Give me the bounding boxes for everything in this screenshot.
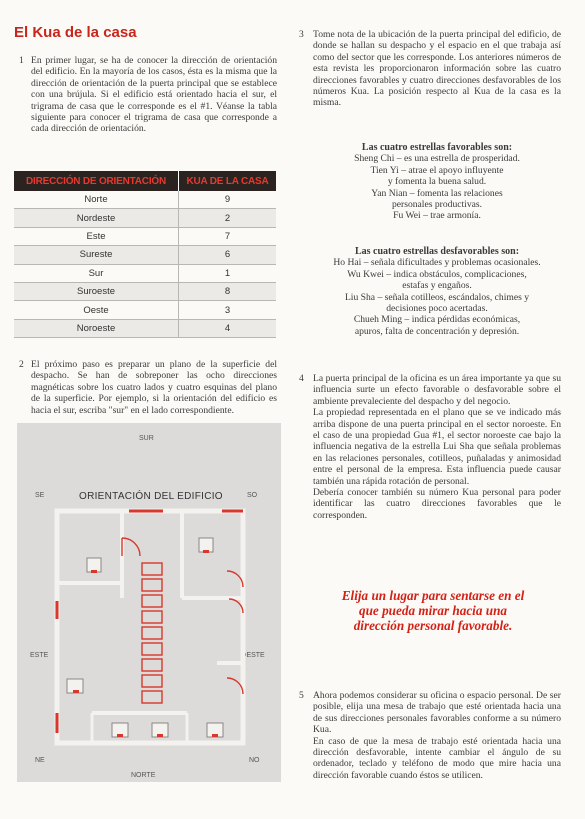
kua-cell: 6 [179, 246, 277, 264]
table-header-kua: KUA DE LA CASA [179, 171, 277, 191]
table-row [14, 227, 276, 245]
direction-cell: Oeste [14, 301, 179, 319]
table-row [14, 301, 276, 319]
favorable-line: Yan Nian – fomenta las relaciones [371, 187, 503, 199]
step-4-text-3: Debería conocer también su número Kua personal para poder identificar las cuatro direcciones favorables que le corresponden. [313, 487, 561, 521]
plan-label-este: ESTE [30, 652, 49, 659]
step-1-text: En primer lugar, se ha de conocer la dirección de orientación del edificio. En la mayoría de los casos, ésta es la misma que la dirección de orientación de la puerta principal que se establece con una brújula. Si el edificio está orientado hacia el sur, el trigrama de casa que le corresponde es el #1. Véanse la tabla siguiente para conocer el trigrama de casa que corresponde a cada dirección de orientación. [31, 55, 277, 135]
plan-label-norte: NORTE [131, 772, 156, 779]
page-title: El Kua de la casa [14, 24, 137, 41]
step-3 [299, 29, 561, 109]
plan-title: ORIENTACIÓN DEL EDIFICIO [79, 491, 223, 502]
favorable-line: personales productivas. [391, 199, 483, 211]
floor-plan [17, 423, 281, 782]
table-header-direction: DIRECCIÓN DE ORIENTACIÓN [14, 171, 179, 191]
step-5-text-2: En caso de que la mesa de trabajo esté orientada hacia una dirección desfavorable, intente cambiar el ángulo de su ordenador, teclado y teléfono de modo que mire hacia una dirección favorable cuando éstos se utilicen. [313, 735, 561, 781]
unfavorable-line: Liu Sha – señala cotilleos, escándalos, chimes y [344, 291, 530, 303]
plan-label-sur: SUR [139, 435, 154, 442]
step-number: 1 [19, 55, 24, 66]
kua-cell: 1 [179, 264, 277, 282]
table-row [14, 246, 276, 264]
unfavorable-line: Wu Kwei – indica obstáculos, complicaciones, [347, 268, 527, 280]
unfavorable-heading: Las cuatro estrellas desfavorables son: [354, 246, 520, 257]
unfavorable-line: Ho Hai – señala dificultades y problemas ocasionales. [333, 257, 541, 269]
kua-cell: 8 [179, 282, 277, 300]
unfavorable-line: Chueh Ming – indica pérdidas económicas, [353, 314, 521, 326]
kua-cell: 2 [179, 209, 277, 227]
step-4-text-1: La puerta principal de la oficina es un área importante ya que su influencia surte un efecto favorable o desfavorable sobre el ambiente prevaleciente del despacho y del negocio. [313, 373, 561, 407]
favorable-stars [313, 142, 561, 222]
step-number: 5 [299, 690, 304, 701]
kua-cell: 4 [179, 319, 277, 337]
plan-label-ne: NE [35, 757, 45, 764]
table-row [14, 264, 276, 282]
unfavorable-line: estafas y engaños. [402, 280, 472, 292]
plan-label-no: NO [249, 757, 260, 764]
step-3-text: Tome nota de la ubicación de la puerta principal del edificio, de donde se hallan su despacho y el espacio en el que trabaja así como del sector que les corresponde. Los anteriores números de esta revista les proporcionaron información sobre las cuatro direcciones favorables y cuatro direcciones desfavorables de los números Kua. La posición respecto al Kua de la casa es la misma. [313, 29, 561, 109]
table-row [14, 319, 276, 337]
favorable-heading: Las cuatro estrellas favorables son: [361, 142, 513, 153]
step-2 [19, 359, 277, 416]
direction-cell: Norte [14, 191, 179, 209]
plan-label-oeste: OESTE [241, 652, 265, 659]
step-5 [299, 690, 561, 781]
plan-label-se: SE [35, 492, 45, 499]
pull-quote: Elija un lugar para sentarse en el que pueda mirar hacia una dirección personal favorable. [341, 588, 525, 633]
favorable-line: Fu Wei – trae armonía. [393, 210, 481, 222]
step-1 [19, 55, 277, 135]
office-layout-drawing [17, 423, 281, 782]
direction-cell: Noroeste [14, 319, 179, 337]
kua-table [14, 171, 276, 338]
favorable-line: y fomenta la buena salud. [387, 176, 487, 188]
plan-label-so: SO [247, 492, 258, 499]
direction-cell: Suroeste [14, 282, 179, 300]
table-row [14, 282, 276, 300]
step-2-text: El próximo paso es preparar un plano de la superficie del despacho. Se han de sobreponer las ocho direcciones magnéticas sobre los cuatro lados y cuatro esquinas del plano de la superficie. Por ejemplo, si la orientación del edificio es hacia el sur, escriba "sur" en el lado correspondiente. [31, 359, 277, 416]
kua-cell: 3 [179, 301, 277, 319]
favorable-line: Sheng Chi – es una estrella de prosperidad. [354, 153, 520, 165]
unfavorable-line: apuros, falta de concentración y depresión. [354, 325, 520, 337]
kua-cell: 7 [179, 227, 277, 245]
step-4 [299, 373, 561, 521]
favorable-line: Tien Yi – atrae el apoyo influyente [370, 164, 504, 176]
step-number: 2 [19, 359, 24, 370]
unfavorable-stars [313, 246, 561, 337]
table-row [14, 209, 276, 227]
direction-cell: Nordeste [14, 209, 179, 227]
step-5-text-1: Ahora podemos considerar su oficina o espacio personal. De ser posible, elija una mesa de trabajo que esté orientada hacia una de sus direcciones personales favorables conforme a su número Kua. [313, 690, 561, 736]
table-row [14, 191, 276, 209]
step-number: 4 [299, 373, 304, 384]
unfavorable-line: decisiones poco acertadas. [386, 303, 488, 315]
kua-cell: 9 [179, 191, 277, 209]
direction-cell: Sur [14, 264, 179, 282]
direction-cell: Sureste [14, 246, 179, 264]
step-number: 3 [299, 29, 304, 40]
direction-cell: Este [14, 227, 179, 245]
step-4-text-2: La propiedad representada en el plano que se ve indicado más arriba dispone de una puerta principal en el sector noroeste. En el caso de una propiedad Gua #1, el sector noroeste cae bajo la influencia negativa de la estrella Lui Sha que señala problemas en las relaciones personales, cotilleos, puñaladas y animosidad entre el personal de la empresa. Esta influencia puede causar también una rápida rotación de personal. [313, 407, 561, 487]
